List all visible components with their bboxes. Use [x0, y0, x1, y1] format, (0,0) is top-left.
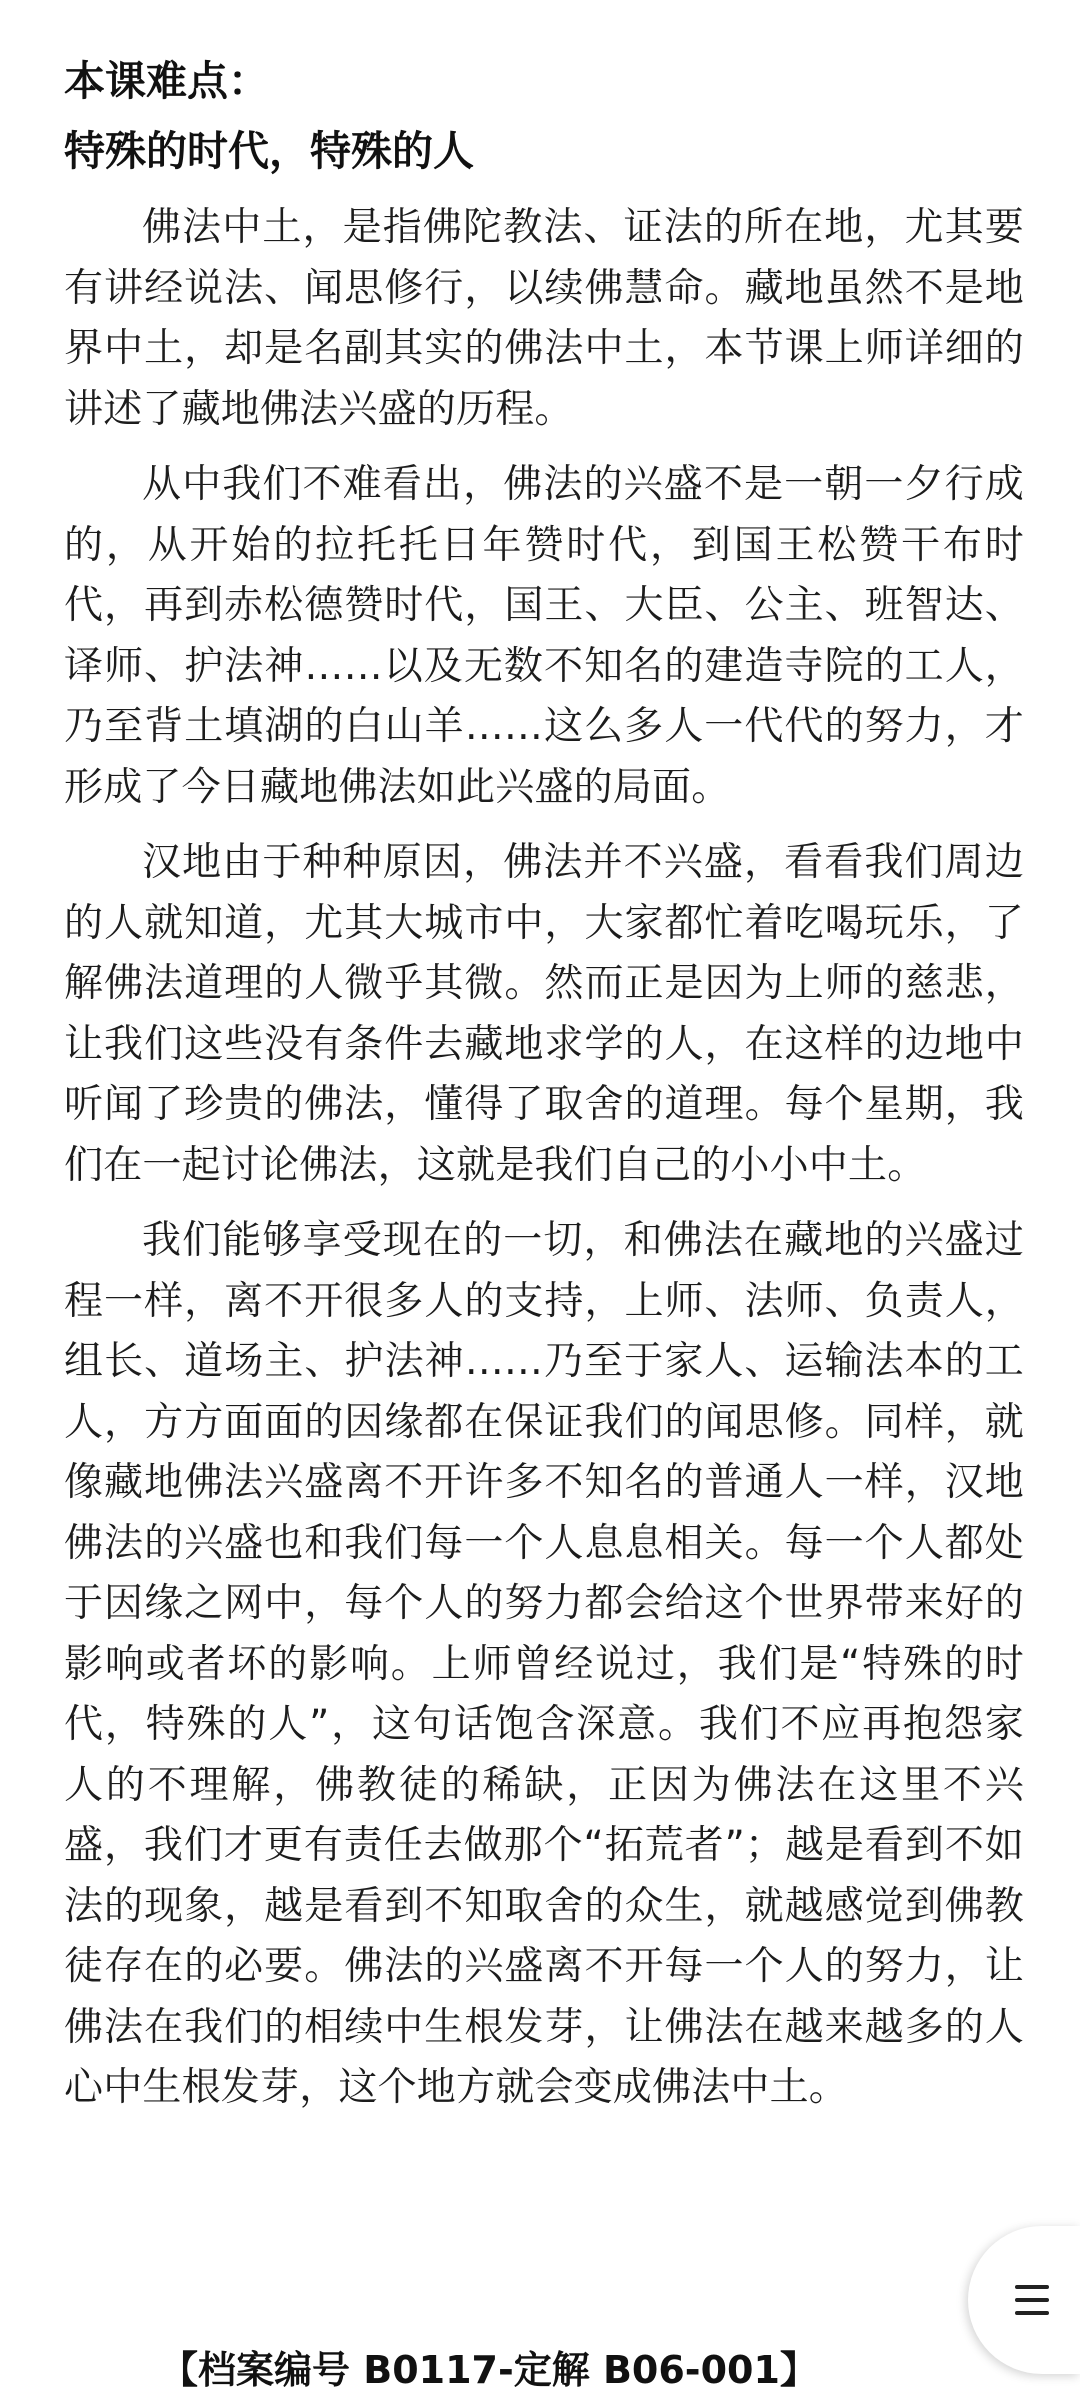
- paragraph-4: 我们能够享受现在的一切，和佛法在藏地的兴盛过程一样，离不开很多人的支持，上师、法师、负责人，组长、道场主、护法神……乃至于家人、运输法本的工人，方方面面的因缘都在保证我们的闻思修。同样，就像藏地佛法兴盛离不开许多不知名的普通人一样，汉地佛法的兴盛也和我们每一个人息息相关。每一个人都处于因缘之网中，每个人的努力都会给这个世界带来好的影响或者坏的影响。上师曾经说过，我们是“特殊的时代，特殊的人”，这句话饱含深意。我们不应再抱怨家人的不理解，佛教徒的稀缺，正因为佛法在这里不兴盛，我们才更有责任去做那个“拓荒者”；越是看到不如法的现象，越是看到不知取舍的众生，就越感觉到佛教徒存在的必要。佛法的兴盛离不开每一个人的努力，让佛法在我们的相续中生根发芽，让佛法在越来越多的人心中生根发芽，这个地方就会变成佛法中土。: [64, 1218, 1024, 2110]
- paragraph-1: 佛法中土，是指佛陀教法、证法的所在地，尤其要有讲经说法、闻思修行，以续佛慧命。藏地虽然不是地界中土，却是名副其实的佛法中土，本节课上师详细的讲述了藏地佛法兴盛的历程。: [64, 205, 1024, 432]
- paragraph-3: 汉地由于种种原因，佛法并不兴盛，看看我们周边的人就知道，尤其大城市中，大家都忙着吃喝玩乐，了解佛法道理的人微乎其微。然而正是因为上师的慈悲，让我们这些没有条件去藏地求学的人，在这样的边地中听闻了珍贵的佛法，懂得了取舍的道理。每个星期，我们在一起讨论佛法，这就是我们自己的小小中土。: [64, 840, 1024, 1188]
- section-heading-special-era: 特殊的时代，特殊的人: [64, 127, 474, 175]
- hamburger-menu-icon: [1015, 2285, 1049, 2315]
- menu-button[interactable]: [968, 2226, 1080, 2374]
- archive-number: 【档案编号 B0117-定解 B06-001】: [160, 2348, 818, 2392]
- article-content: [64, 52, 1024, 2134]
- section-heading-difficulty: 本课难点：: [64, 57, 269, 105]
- paragraph-2: 从中我们不难看出，佛法的兴盛不是一朝一夕行成的，从开始的拉托托日年赞时代，到国王松赞干布时代，再到赤松德赞时代，国王、大臣、公主、班智达、译师、护法神……以及无数不知名的建造寺院的工人，乃至背土填湖的白山羊……这么多人一代代的努力，才形成了今日藏地佛法如此兴盛的局面。: [64, 462, 1024, 810]
